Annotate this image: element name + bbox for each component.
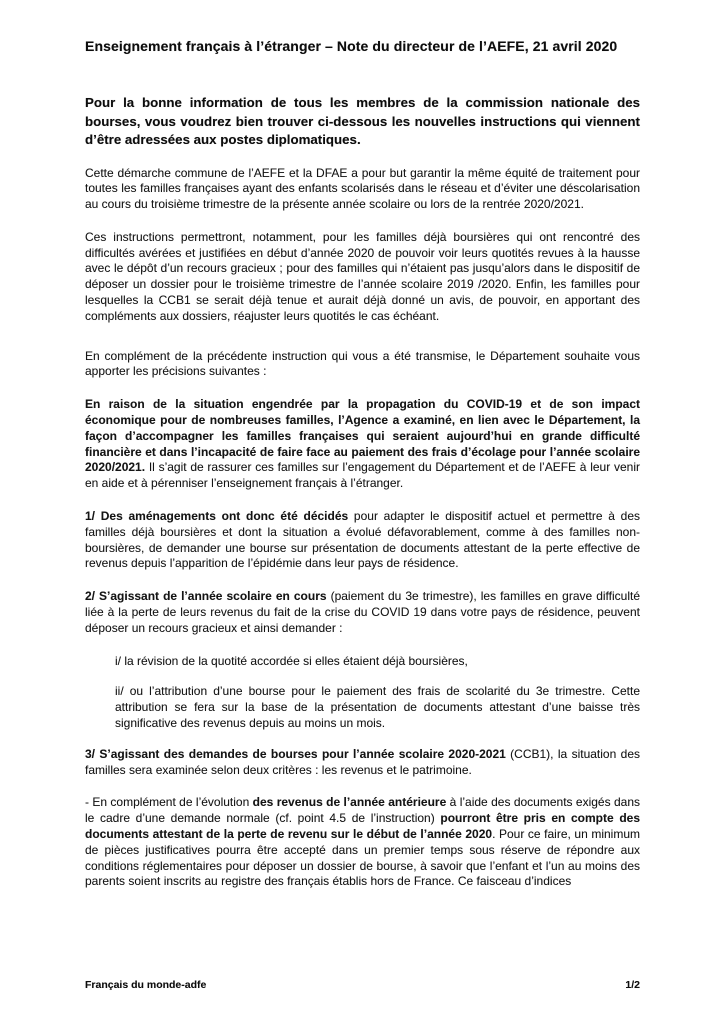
paragraph-text-bold: pourront être pris en compte des documents attestant de la perte de revenu sur le début de l’année 2020 bbox=[85, 811, 640, 841]
paragraph-text: pour adapter le dispositif actuel et permettre à des familles déjà boursières et dont la situation a évolué défavorablement, comme à des familles non-boursières, de demander une bourse sur présentation de documents attestant de la perte effective de revenus depuis l’apparition de l’épidémie dans leur pays de résidence. bbox=[85, 509, 640, 571]
list-item-text: i/ la révision de la quotité accordée si elles étaient déjà boursières, bbox=[115, 653, 468, 668]
paragraph-text: En complément de la précédente instruction qui vous a été transmise, le Département souhaite vous apporter les précisions suivantes : bbox=[85, 348, 640, 379]
paragraph-text: Il s’agit de rassurer ces familles sur l’engagement du Département et de l’AEFE à leur venir en aide et à pérenniser l’enseignement français à l’étranger. bbox=[85, 460, 640, 491]
paragraph-text-bold: En raison de la situation engendrée par la propagation du COVID-19 et de son impact économique pour de nombreuses familles, l’Agence a examiné, en lien avec le Département, la façon d’accompagner les familles françaises qui seraient aujourd’hui en grande difficulté financière et dans l’incapacité de faire face au paiement des frais d’écolage pour l’année scolaire 2020/2021. bbox=[85, 397, 640, 475]
paragraph-text: (paiement du 3e trimestre), les familles en grave difficulté liée à la perte de leurs revenus du fait de la crise du COVID 19 dans votre pays de résidence, peuvent déposer un recours gracieux et ainsi demander : bbox=[85, 589, 640, 635]
list-item-ii bbox=[115, 684, 640, 731]
list-item-i bbox=[115, 654, 640, 670]
paragraph-text: . Pour ce faire, un minimum de pièces justificatives pourra être accepté dans un premier temps sous réserve de répondre aux conditions réglementaires pour déposer un dossier de bourse, à savoir que l’enfant et l’un au moins des parents soient inscrits au registre des français établis hors de France. Ce faisceau d’indices bbox=[85, 827, 640, 889]
page-footer bbox=[85, 979, 640, 991]
paragraph-section-3 bbox=[85, 747, 640, 779]
paragraph-text: Cette démarche commune de l’AEFE et la DFAE a pour but garantir la même équité de traitement pour toutes les familles françaises ayant des enfants scolarisés dans le réseau et d’éviter une déscolarisation au cours du troisième trimestre de la présente année scolaire ou lors de la rentrée 2020/2021. bbox=[85, 165, 640, 212]
paragraph-text: à l’aide des documents exigés dans le cadre d’une demande normale (cf. point 4.5 de l’instruction) bbox=[85, 795, 640, 826]
section-1-heading: 1/ Des aménagements ont donc été décidés bbox=[85, 509, 349, 524]
paragraph-text: - En complément de l’évolution bbox=[85, 795, 253, 810]
section-3-heading: 3/ S’agissant des demandes de bourses pour l’année scolaire 2020-2021 bbox=[85, 746, 506, 761]
list-item-text: ii/ ou l’attribution d’une bourse pour le paiement des frais de scolarité du 3e trimestre. Cette attribution se fera sur la base de la présentation de documents attestant d’une baisse très significative des revenus depuis au moins un mois. bbox=[115, 684, 640, 731]
paragraph-demarche-commune bbox=[85, 166, 640, 213]
document-title: Enseignement français à l’étranger – Note du directeur de l’AEFE, 21 avril 2020 bbox=[85, 38, 618, 54]
footer-organization: Français du monde-adfe bbox=[85, 979, 207, 991]
paragraph-text-bold: des revenus de l’année antérieure bbox=[252, 795, 447, 810]
footer-page-number: 1/2 bbox=[625, 979, 640, 991]
paragraph-text: (CCB1), la situation des familles sera examinée selon deux critères : les revenus et le patrimoine. bbox=[85, 746, 640, 777]
intro-text: Pour la bonne information de tous les membres de la commission nationale des bourses, vous voudrez bien trouver ci-dessous les nouvelles instructions qui viennent d’être adressées aux postes diplomatiques. bbox=[85, 95, 640, 147]
paragraph-revenus bbox=[85, 795, 640, 890]
paragraph-instructions bbox=[85, 230, 640, 325]
intro-paragraph bbox=[85, 94, 640, 150]
paragraph-covid-situation bbox=[85, 397, 640, 492]
paragraph-section-2 bbox=[85, 589, 640, 636]
section-2-heading: 2/ S’agissant de l’année scolaire en cours bbox=[85, 589, 327, 604]
paragraph-complement-instruction bbox=[85, 349, 640, 381]
paragraph-text: Ces instructions permettront, notamment, pour les familles déjà boursières qui ont rencontré des difficultés avérées et justifiées en début d’année 2020 de pouvoir voir leurs quotités revues à la hausse avec le dépôt d’un recours gracieux ; pour des familles qui n’étaient pas jusqu’alors dans le dispositif de déposer un dossier pour le troisième trimestre de l’année scolaire 2019 /2020. Enfin, les familles pour lesquelles la CCB1 se serait déjà tenue et aurait déjà donné un avis, de pouvoir, en apportant des compléments aux dossiers, réajuster leurs quotités le cas échéant. bbox=[85, 229, 640, 323]
paragraph-section-1 bbox=[85, 509, 640, 572]
